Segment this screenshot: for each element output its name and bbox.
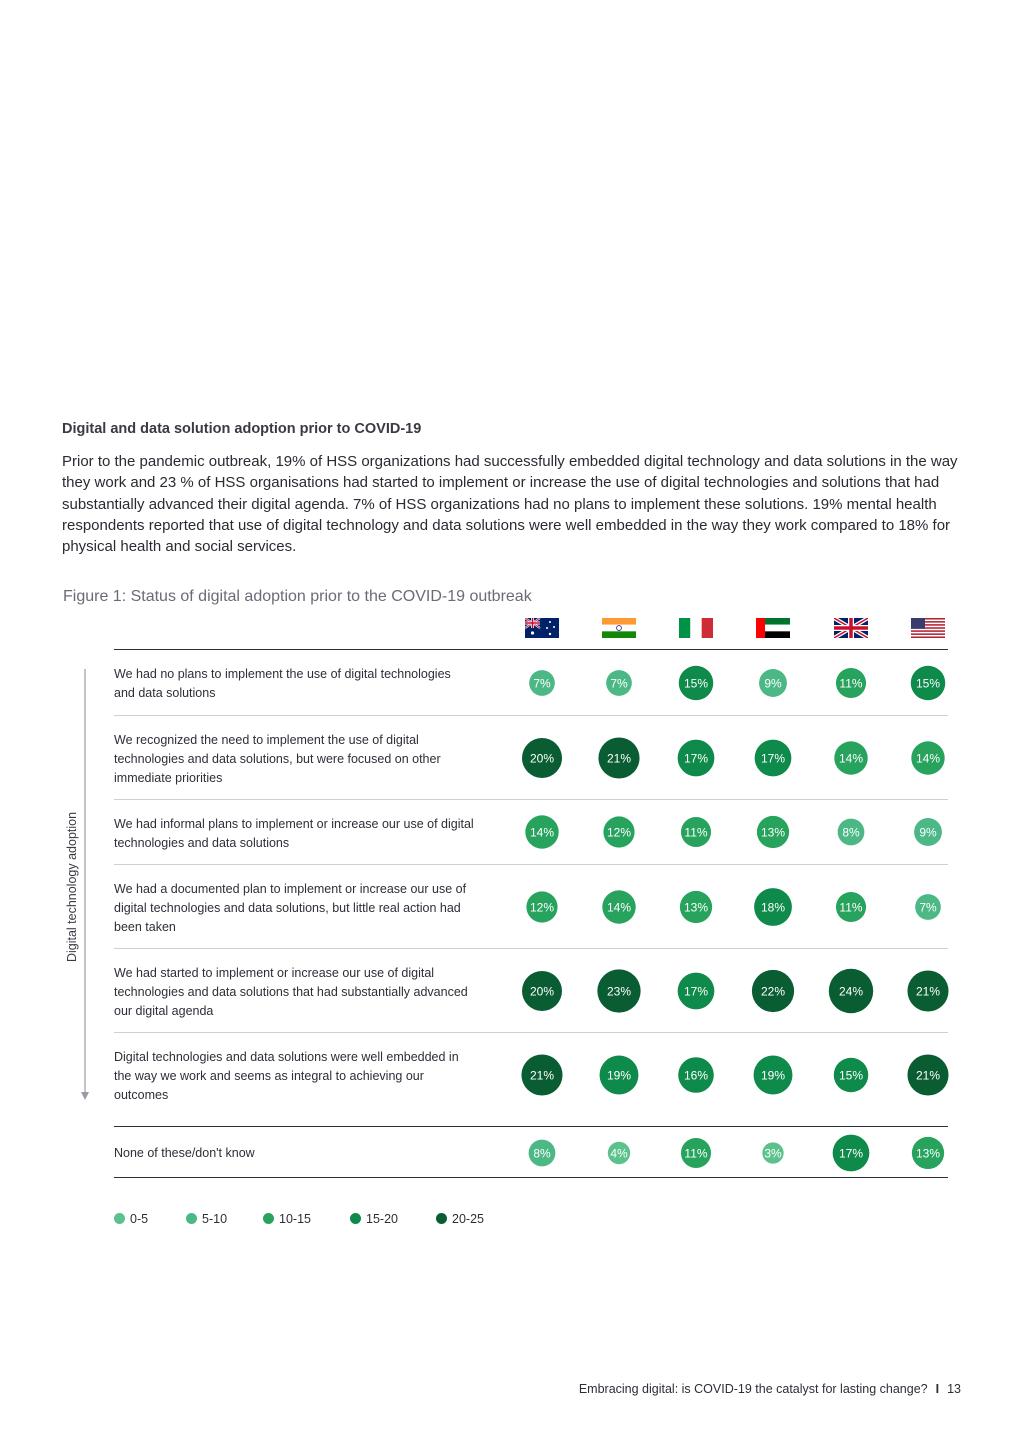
legend-item-5-10 — [186, 1212, 227, 1226]
bubble-value-label: 9% — [919, 825, 937, 840]
row-label-no-plans: We had no plans to implement the use of digital technologies and data solutions — [114, 667, 451, 700]
bubble-value-label: 21% — [529, 1068, 555, 1083]
bubble-value-label: 8% — [842, 825, 860, 840]
bubble-value-label: 7% — [533, 676, 551, 691]
bubble-value-label: 11% — [684, 825, 708, 840]
bubble-value-label: 12% — [606, 825, 632, 840]
legend-item-20-25 — [436, 1212, 484, 1226]
bubble-value-label: 7% — [919, 900, 937, 915]
row-label-none-dont-know: None of these/don't know — [114, 1146, 255, 1160]
bubble-value-label: 11% — [684, 1146, 708, 1161]
legend-dot — [350, 1213, 361, 1224]
bubble-value-label: 24% — [838, 984, 864, 999]
legend-item-15-20 — [350, 1212, 398, 1226]
bubble-value-label: 8% — [533, 1146, 551, 1161]
legend-item-10-15 — [263, 1212, 311, 1226]
bubble-value-label: 23% — [606, 984, 632, 999]
bubble-value-label: 21% — [915, 984, 941, 999]
bubble-value-label: 14% — [529, 825, 555, 840]
bubble-value-label: 13% — [683, 900, 709, 915]
bubble-value-label: 11% — [839, 900, 863, 915]
bubble-value-label: 21% — [915, 1068, 941, 1083]
legend-label: 5-10 — [202, 1212, 228, 1226]
row-label-informal-plans: We had informal plans to implement or increase our use of digital technologies and data solutions — [114, 817, 474, 850]
figure-title: Figure 1: Status of digital adoption prior to the COVID-19 outbreak — [63, 588, 532, 605]
page-number: 13 — [947, 1382, 961, 1396]
row-label-started-implement: We had started to implement or increase our use of digital technologies and data solutions that had substantially advanced our digital agenda — [114, 966, 468, 1018]
row-label-well-embedded: Digital technologies and data solutions were well embedded in the way we work and seems as integral to achieving our outcomes — [114, 1050, 459, 1102]
bubble-value-label: 21% — [606, 751, 632, 766]
intro-paragraph: Prior to the pandemic outbreak, 19% of HSS organizations had successfully embedded digital technology and data solutions in the way they work and 23 % of HSS organisations had started to implement or increase the use of digital technologies and solutions that had substantially advanced their digital agenda. 7% of HSS organizations had no plans to implement these solutions. 19% mental health respondents reported that use of digital technology and data solutions were well embedded in the way they work compared to 18% for physical health and social services. — [62, 453, 958, 556]
bubble-value-label: 20% — [529, 751, 555, 766]
bubble-value-label: 14% — [915, 751, 941, 766]
bubble-value-label: 18% — [760, 900, 786, 915]
bubble-value-label: 16% — [683, 1068, 709, 1083]
bubble-value-label: 20% — [529, 984, 555, 999]
legend-label: 10-15 — [279, 1212, 311, 1226]
bubble-value-label: 15% — [915, 676, 941, 691]
bubble-value-label: 22% — [760, 984, 786, 999]
row-label-recognized-need: We recognized the need to implement the use of digital technologies and data solutions, but were focused on other immediate priorities — [114, 733, 441, 785]
legend-label: 15-20 — [366, 1212, 398, 1226]
row-label-documented-plan: We had a documented plan to implement or increase our use of digital technologies and data solutions, but little real action had been taken — [114, 882, 467, 934]
bubble-value-label: 17% — [683, 751, 709, 766]
footer-title: Embracing digital: is COVID-19 the catalyst for lasting change? — [578, 1382, 928, 1396]
bubble-value-label: 9% — [764, 676, 782, 691]
bubble-value-label: 12% — [529, 900, 555, 915]
bubble-value-label: 14% — [606, 900, 632, 915]
bubble-value-label: 15% — [683, 676, 709, 691]
bubble-value-label: 19% — [606, 1068, 632, 1083]
bubble-value-label: 15% — [838, 1068, 864, 1083]
legend-dot — [114, 1213, 125, 1224]
bubble-value-label: 14% — [838, 751, 864, 766]
bubble-value-label: 19% — [760, 1068, 786, 1083]
bubble-value-label: 13% — [760, 825, 786, 840]
legend-dot — [263, 1213, 274, 1224]
bubble-value-label: 17% — [683, 984, 709, 999]
bubble-value-label: 11% — [839, 676, 863, 691]
legend-label: 20-25 — [452, 1212, 484, 1226]
legend-dot — [186, 1213, 197, 1224]
legend-dot — [436, 1213, 447, 1224]
page-footer — [579, 1382, 961, 1396]
y-axis-label: Digital technology adoption — [65, 811, 79, 963]
bubble-value-label: 3% — [764, 1146, 782, 1161]
bubble-value-label: 17% — [838, 1146, 864, 1161]
bubble-value-label: 4% — [610, 1146, 628, 1161]
section-heading: Digital and data solution adoption prior to COVID-19 — [62, 421, 422, 437]
bubble-value-label: 17% — [760, 751, 786, 766]
bubble-value-label: 13% — [915, 1146, 941, 1161]
footer-separator: I — [935, 1382, 940, 1396]
bubble-value-label: 7% — [610, 676, 628, 691]
axis-arrow — [81, 669, 89, 1100]
legend-item-0-5 — [114, 1212, 148, 1226]
legend-label: 0-5 — [130, 1212, 149, 1226]
